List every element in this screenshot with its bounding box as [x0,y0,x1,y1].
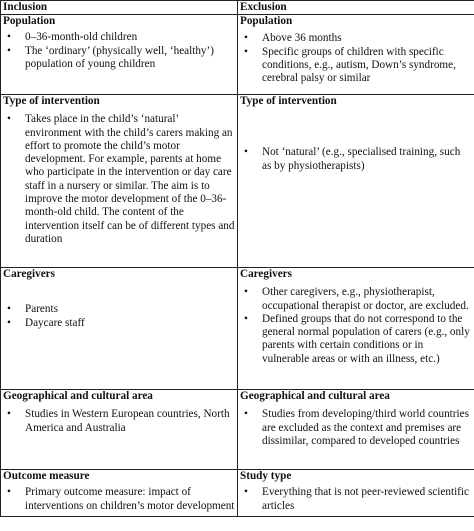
header-row [1,1,474,15]
list-item: • Studies in Western European countries, North America and Australia [25,408,235,435]
table-row-outcome [1,470,474,517]
exclusion-cell [238,470,474,517]
section-title: Geographical and cultural area [240,390,390,402]
exclusion-cell [238,15,474,95]
table-row-caregivers [1,268,474,390]
list-item: • Defined groups that do not correspond to the general normal population of carers (e.g., only parents with certain conditions or in vulnerable areas or with an illness, etc.) [262,313,472,366]
bullet-list [240,146,472,173]
inclusion-header: Inclusion [1,1,238,15]
table-row-geography [1,390,474,470]
section-title: Caregivers [3,268,55,280]
section-title: Population [3,15,56,27]
list-item: • Other caregivers, e.g., physiotherapist, occupational therapist or doctor, are excluded. [262,286,472,313]
list-item: • Parents [25,303,235,316]
bullet-list [240,486,472,513]
inclusion-cell [1,390,238,470]
bullet-list [3,303,235,330]
list-item: • Studies from developing/third world countries are excluded as the context and premises are dissimilar, compared to developed countries [262,408,472,448]
list-item: • Takes place in the child’s ‘natural’ environment with the child’s carers making an effort to promote the child’s motor development. For example, parents at home who participate in the intervention or day care staff in a nursery or similar. The aim is to improve the motor development of the 0–36-month-old child. The content of the intervention itself can be of different types and duration [25,113,235,246]
section-title: Outcome measure [3,470,90,482]
section-title: Population [240,15,293,27]
bullet-list [240,32,472,85]
bullet-list [3,113,235,246]
exclusion-cell [238,95,474,268]
inclusion-cell [1,268,238,390]
list-item: • Primary outcome measure: impact of interventions on children’s motor development [25,486,235,513]
inclusion-cell [1,15,238,95]
section-title: Geographical and cultural area [3,390,153,402]
bullet-list [3,408,235,435]
table-row-population [1,15,474,95]
exclusion-cell [238,268,474,390]
list-item: • Not ‘natural’ (e.g., specialised training, such as by physiotherapists) [262,146,472,173]
bullet-list [3,486,235,513]
list-item: • 0–36-month-old children [25,31,235,44]
bullet-list [240,286,472,366]
exclusion-cell [238,390,474,470]
section-title: Caregivers [240,268,292,280]
table-row-intervention [1,95,474,268]
inclusion-cell [1,470,238,517]
list-item: • Everything that is not peer-reviewed scientific articles [262,486,472,513]
bullet-list [240,408,472,448]
section-title: Type of intervention [3,95,100,107]
inclusion-cell [1,95,238,268]
bullet-list [3,31,235,71]
list-item: • The ‘ordinary’ (physically well, ‘healthy’) population of young children [25,45,235,72]
exclusion-header: Exclusion [238,1,474,15]
list-item: • Above 36 months [262,32,472,45]
section-title: Type of intervention [240,95,337,107]
section-title: Study type [240,470,292,482]
list-item: • Daycare staff [25,317,235,330]
list-item: • Specific groups of children with specific conditions, e.g., autism, Down’s syndrome, cerebral palsy or similar [262,46,472,86]
